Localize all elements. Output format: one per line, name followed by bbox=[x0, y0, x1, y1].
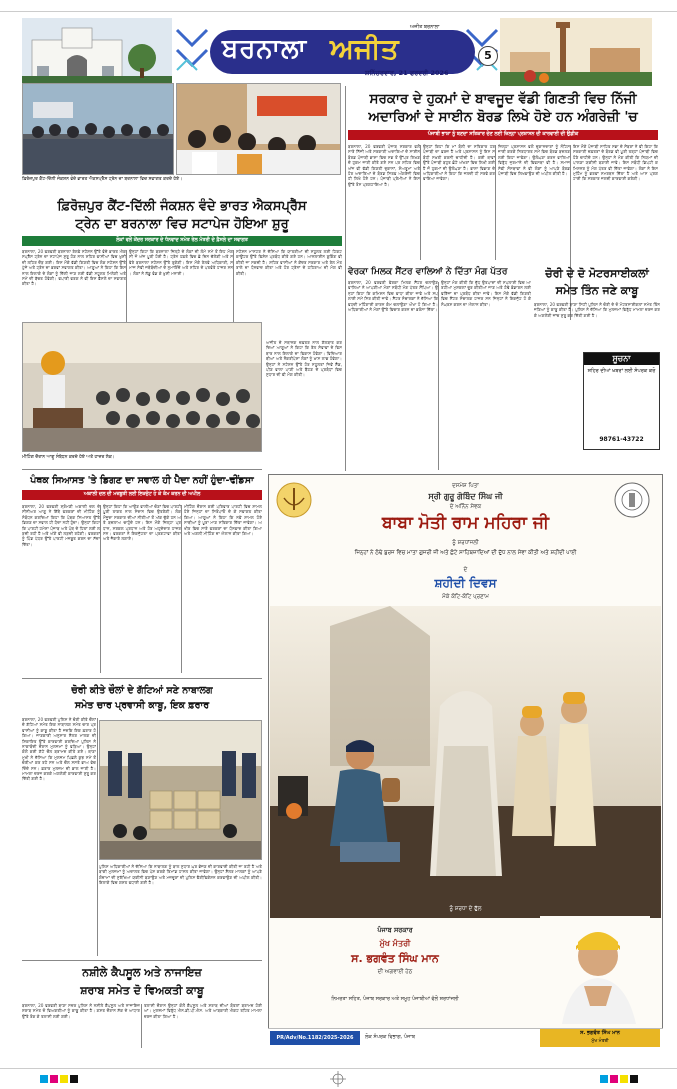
ad-line-sevadar: ਦੇ ਅਨਿੰਨ ਸੇਵਕ bbox=[449, 504, 482, 510]
bikes-headline-2: ਸਮੇਤ ਤਿੰਨ ਜਣੇ ਕਾਬੂ bbox=[555, 284, 639, 297]
signboards-strap: ਪੰਜਾਬੀ ਭਾਸ਼ਾ ਨੂੰ ਬਣਦਾ ਸਤਿਕਾਰ ਦੇਣ ਲਈ ਜ਼ਿਲ੍ਹਾ ਪ੍ਰਸ਼ਾਸਨ ਦੀ ਕਾਰਵਾਈ ਦੀ ਉਡੀਕ bbox=[348, 130, 658, 140]
meeting-body-col-2: ਉਨ੍ਹਾਂ ਕਿਹਾ ਕਿ ਆਉਣ ਵਾਲੀਆਂ ਚੋਣਾਂ ਵਿਚ ਪਾਰਟੀ ਪੂਰੀ ਤਾਕਤ ਨਾਲ ਮੈਦਾਨ ਵਿਚ ਉਤਰੇਗੀ। ਲੋਕ ਮੌਜੂਦਾ ਸਰਕਾਰ ਦੀਆਂ ਨੀਤੀਆਂ ਤੋਂ ਅੱਕ ਚੁੱਕੇ ਹਨ ਅਤੇ ਬਦਲਾਅ ਚਾਹੁੰਦੇ ਹਨ। ਇਸ ਮੌਕੇ ਜ਼ਿਲ੍ਹਾ ਪ੍ਰਧਾਨ, ਸਰਕਲ ਪ੍ਰਧਾਨ ਅਤੇ ਹੋਰ ਅਹੁਦੇਦਾਰ ਹਾਜ਼ਰ ਸਨ। ਵਰਕਰਾਂ ਨੇ ਇਕਜੁੱਟਤਾ ਦਾ ਪ੍ਰਗਟਾਵਾ ਕੀਤਾ ਅਤੇ ਜੈਕਾਰੇ ਲਗਾਏ। bbox=[103, 504, 181, 542]
meeting-body-col-3: ਮੀਟਿੰਗ ਦੌਰਾਨ ਕਈ ਪਰਿਵਾਰ ਪਾਰਟੀ ਵਿਚ ਸ਼ਾਮਲ ਹੋਏ ਜਿਨ੍ਹਾਂ ਦਾ ਸਿਰੋਪਾਓ ਦੇ ਕੇ ਸਵਾਗਤ ਕੀਤਾ ਗਿਆ। ਆਗੂਆਂ ਨੇ ਕਿਹਾ ਕਿ ਨਵੇਂ ਸ਼ਾਮਲ ਹੋਏ ਸਾਥੀਆਂ ਨੂੰ ਪੂਰਾ ਮਾਣ ਸਤਿਕਾਰ ਦਿੱਤਾ ਜਾਵੇਗਾ। ਅਖੀਰ ਵਿਚ ਸਾਰੇ ਵਰਕਰਾਂ ਦਾ ਧੰਨਵਾਦ ਕੀਤਾ ਗਿਆ ਅਤੇ ਅਗਲੀ ਮੀਟਿੰਗ ਦਾ ਐਲਾਨ ਕੀਤਾ ਗਿਆ। bbox=[184, 504, 262, 537]
meeting-body-col-1: ਬਰਨਾਲਾ, 20 ਫਰਵਰੀ ਸ਼੍ਰੋਮਣੀ ਅਕਾਲੀ ਦਲ ਦੇ ਸੀਨੀਅਰ ਆਗੂ ਨੇ ਇੱਥੇ ਵਰਕਰਾਂ ਦੀ ਮੀਟਿੰਗ ਨੂੰ ਸੰਬੋਧਨ ਕਰਦਿਆਂ ਕਿਹਾ ਕਿ ਪੰਥਕ ਸਿਆਸਤ ਉੱਤੇ ਡਿਗਣ ਦਾ ਸਵਾਲ ਹੀ ਪੈਦਾ ਨਹੀਂ ਹੁੰਦਾ। ਉਨ੍ਹਾਂ ਕਿਹਾ ਕਿ ਪਾਰਟੀ ਹਮੇਸ਼ਾ ਪੰਜਾਬ ਅਤੇ ਪੰਥ ਦੇ ਹਿਤਾਂ ਲਈ ਲੜਦੀ ਰਹੀ ਹੈ ਅਤੇ ਅੱਗੇ ਵੀ ਲੜਦੀ ਰਹੇਗੀ। ਵਰਕਰਾਂ ਨੂੰ ਪਿੰਡ ਪੱਧਰ ਉੱਤੇ ਪਾਰਟੀ ਮਜ਼ਬੂਤ ਕਰਨ ਦਾ ਸੱਦਾ ਦਿੱਤਾ। bbox=[22, 504, 100, 547]
photo-meeting bbox=[22, 322, 262, 452]
photo-train-crowd bbox=[22, 83, 174, 175]
vande-bharat-body-col-1: ਬਰਨਾਲਾ, 20 ਫਰਵਰੀ ਬਰਨਾਲਾ ਰੇਲਵੇ ਸਟੇਸ਼ਨ ਉੱਤੇ ਵੰਦੇ ਭਾਰਤ ਐਕਸਪ੍ਰੈੱਸ ਟ੍ਰੇਨ ਦਾ ਸਟਾਪੇਜ ਸ਼ੁਰੂ ਹੋਣ ਨਾਲ ਸ਼ਹਿਰ ਵਾਸੀਆਂ ਵਿਚ ਖ਼ੁਸ਼ੀ ਦੀ ਲਹਿਰ ਦੌੜ ਗਈ। ਇਸ ਮੌਕੇ ਵੱਡੀ ਗਿਣਤੀ ਵਿਚ ਲੋਕ ਸਟੇਸ਼ਨ ਉੱਤੇ ਪੁੱਜੇ ਅਤੇ ਟ੍ਰੇਨ ਦਾ ਭਰਵਾਂ ਸਵਾਗਤ ਕੀਤਾ। ਆਗੂਆਂ ਨੇ ਕਿਹਾ ਕਿ ਇਸ ਨਾਲ ਇਲਾਕੇ ਦੇ ਲੋਕਾਂ ਨੂੰ ਦਿੱਲੀ ਜਾਣ ਲਈ ਵੱਡੀ ਸਹੂਲਤ ਮਿਲੇਗੀ ਅਤੇ ਸਮੇਂ ਦੀ ਬੱਚਤ ਹੋਵੇਗੀ। ਵਪਾਰੀ ਵਰਗ ਨੇ ਵੀ ਇਸ ਫ਼ੈਸਲੇ ਦਾ ਸਵਾਗਤ ਕੀਤਾ ਹੈ। bbox=[22, 249, 126, 287]
ad-photo-title: ਮੁੱਖ ਮੰਤਰੀ bbox=[591, 1039, 609, 1044]
print-top-margin bbox=[0, 0, 677, 12]
bikes-body: ਬਰਨਾਲਾ, 20 ਫਰਵਰੀ ਥਾਣਾ ਸਿਟੀ ਪੁਲਿਸ ਨੇ ਚੋਰੀ ਦੇ ਦੋ ਮੋਟਰਸਾਈਕਲਾਂ ਸਮੇਤ ਤਿੰਨ ਜਣਿਆਂ ਨੂੰ ਕਾਬੂ ਕੀਤਾ ਹੈ। ਪੁਲਿਸ ਨੇ ਦੱਸਿਆ ਕਿ ਮੁਲਜ਼ਮਾਂ ਵਿਰੁੱਧ ਮਾਮਲਾ ਦਰਜ ਕਰਕੇ ਅਗਲੇਰੀ ਜਾਂਚ ਸ਼ੁਰੂ ਕਰ ਦਿੱਤੀ ਗਈ ਹੈ। bbox=[534, 302, 660, 318]
meeting-headline: ਪੰਥਕ ਸਿਆਸਤ 'ਤੇ ਡਿਗਣ ਦਾ ਸਵਾਲ ਹੀ ਪੈਦਾ ਨਹੀਂ ਹੁੰਦਾ-ਢੀਂਡਸਾ bbox=[30, 475, 254, 486]
meeting-strap: ਅਕਾਲੀ ਦਲ ਦੀ ਮਜ਼ਬੂਤੀ ਲਈ ਇਕਜੁੱਟ ਹੋ ਕੇ ਕੰਮ ਕਰਨ ਦੀ ਅਪੀਲ bbox=[22, 490, 262, 500]
ad-painting-mata-gujri-sahibzade bbox=[270, 606, 661, 918]
vande-bharat-body-col-3: ਸਟੇਸ਼ਨ ਮਾਸਟਰ ਨੇ ਦੱਸਿਆ ਕਿ ਯਾਤਰੀਆਂ ਦੀ ਸਹੂਲਤ ਲਈ ਟਿਕਟ ਕਾਊਂਟਰ ਉੱਤੇ ਵਿਸ਼ੇਸ਼ ਪ੍ਰਬੰਧ ਕੀਤੇ ਗਏ ਹਨ। ਆਨਲਾਈਨ ਬੁਕਿੰਗ ਵੀ ਕੀਤੀ ਜਾ ਸਕਦੀ ਹੈ। ਸ਼ਹਿਰ ਵਾਸੀਆਂ ਨੇ ਕੇਂਦਰ ਸਰਕਾਰ ਅਤੇ ਰੇਲ ਮੰਤਰਾਲੇ ਦਾ ਧੰਨਵਾਦ ਕੀਤਾ ਅਤੇ ਹੋਰ ਟ੍ਰੇਨਾਂ ਦੇ ਠਹਿਰਾਅ ਦੀ ਮੰਗ ਵੀ ਕੀਤੀ। bbox=[236, 249, 342, 276]
ad-description: ਜਿਨ੍ਹਾਂ ਨੇ ਠੰਢੇ ਬੁਰਜ ਵਿਚ ਮਾਤਾ ਗੁਜਰੀ ਜੀ ਅਤੇ ਛੋਟੇ ਸਾਹਿਬਜ਼ਾਦਿਆਂ ਦੀ ਦੁੱਧ ਨਾਲ ਸੇਵਾ ਕੀਤੀ ਅਤੇ ਸ਼ਹੀਦੀ ਪਾਈ bbox=[354, 550, 577, 556]
vande-bharat-headline-2: ਟ੍ਰੇਨ ਦਾ ਬਰਨਾਲਾ ਵਿਚ ਸਟਾਪੇਜ ਹੋਇਆ ਸ਼ੁਰੂ bbox=[75, 217, 289, 232]
ad-image-caption: ਨੂੰ ਸ਼ਰਧਾ ਦੇ ਫੁੱਲ bbox=[449, 906, 482, 912]
page-number: 5 bbox=[478, 46, 498, 66]
vande-bharat-body-col-4: ਅਜੀਤ ਦੇ ਸਥਾਨਕ ਦਫ਼ਤਰ ਨਾਲ ਗੱਲਬਾਤ ਕਰਦਿਆਂ ਆਗੂਆਂ ਨੇ ਕਿਹਾ ਕਿ ਰੇਲ ਸੇਵਾਵਾਂ ਦੇ ਵਿਸਥਾਰ ਨਾਲ ਇਲਾਕੇ ਦਾ ਵਿਕਾਸ ਹੋਵੇਗਾ। ਵਿਦਿਆਰਥੀਆਂ ਅਤੇ ਨੌਕਰੀਪੇਸ਼ਾ ਲੋਕਾਂ ਨੂੰ ਖ਼ਾਸ ਲਾਭ ਹੋਵੇਗਾ। ਉਨ੍ਹਾਂ ਨੇ ਸਟੇਸ਼ਨ ਉੱਤੇ ਹੋਰ ਸਹੂਲਤਾਂ ਜਿਵੇਂ ਸ਼ੈੱਡ, ਪੀਣ ਵਾਲਾ ਪਾਣੀ ਅਤੇ ਬੈਠਣ ਦੇ ਪ੍ਰਬੰਧਾਂ ਵਿਚ ਸੁਧਾਰ ਦੀ ਵੀ ਮੰਗ ਕੀਤੀ। bbox=[266, 340, 342, 378]
signboards-body-col-1: ਬਰਨਾਲਾ, 20 ਫਰਵਰੀ ਪੰਜਾਬ ਸਰਕਾਰ ਵਲੋਂ ਸਾਰੇ ਨਿੱਜੀ ਅਤੇ ਸਰਕਾਰੀ ਅਦਾਰਿਆਂ ਦੇ ਸਾਈਨ ਬੋਰਡ ਪੰਜਾਬੀ ਭਾਸ਼ਾ ਵਿਚ ਸਭ ਤੋਂ ਉੱਪਰ ਲਿਖਣ ਦੇ ਹੁਕਮ ਜਾਰੀ ਕੀਤੇ ਗਏ ਸਨ ਪਰ ਸ਼ਹਿਰ ਵਿਚ ਅੱਜ ਵੀ ਵੱਡੀ ਗਿਣਤੀ ਦੁਕਾਨਾਂ, ਸ਼ੋਅਰੂਮਾਂ ਅਤੇ ਹੋਰ ਅਦਾਰਿਆਂ ਦੇ ਬੋਰਡ ਸਿਰਫ਼ ਅੰਗਰੇਜ਼ੀ ਵਿਚ ਹੀ ਲਿਖੇ ਹੋਏ ਹਨ। ਪੰਜਾਬੀ ਪ੍ਰੇਮੀਆਂ ਨੇ ਇਸ ਉੱਤੇ ਰੋਸ ਪ੍ਰਗਟਾਇਆ ਹੈ। bbox=[348, 144, 420, 187]
bikes-headline-1: ਚੋਰੀ ਦੇ ਦੋ ਮੋਟਰਸਾਈਕਲਾਂ bbox=[545, 267, 649, 280]
rice-body-col-1: ਬਰਨਾਲਾ, 20 ਫਰਵਰੀ ਪੁਲਿਸ ਨੇ ਚੋਰੀ ਕੀਤੇ ਚੌਲਾਂ ਦੇ ਗੱਟਿਆਂ ਸਮੇਤ ਇਕ ਨਾਬਾਲਗ ਸਮੇਤ ਚਾਰ ਪ੍ਰਵਾਸੀਆਂ ਨੂੰ ਕਾਬੂ ਕੀਤਾ ਹੈ ਜਦਕਿ ਇਕ ਫ਼ਰਾਰ ਹੋ ਗਿਆ। ਜਾਣਕਾਰੀ ਅਨੁਸਾਰ ਸ਼ੈਲਰ ਮਾਲਕ ਦੀ ਸ਼ਿਕਾਇਤ ਉੱਤੇ ਕਾਰਵਾਈ ਕਰਦਿਆਂ ਪੁਲਿਸ ਨੇ ਨਾਕਾਬੰਦੀ ਦੌਰਾਨ ਮੁਲਜ਼ਮਾਂ ਨੂੰ ਫੜਿਆ। ਉਨ੍ਹਾਂ ਕੋਲੋਂ ਕਈ ਗੱਟੇ ਚੌਲ ਬਰਾਮਦ ਕੀਤੇ ਗਏ। ਥਾਣਾ ਮੁਖੀ ਨੇ ਦੱਸਿਆ ਕਿ ਮੁਲਜ਼ਮ ਪਿਛਲੇ ਕੁਝ ਸਮੇਂ ਤੋਂ ਚੋਰੀਆਂ ਕਰ ਰਹੇ ਸਨ ਅਤੇ ਚੌਲ ਸਸਤੇ ਭਾਅ ਵੇਚ ਦਿੰਦੇ ਸਨ। ਫ਼ਰਾਰ ਮੁਲਜ਼ਮ ਦੀ ਭਾਲ ਜਾਰੀ ਹੈ। ਮਾਮਲਾ ਦਰਜ ਕਰਕੇ ਅਗਲੇਰੀ ਕਾਰਵਾਈ ਸ਼ੁਰੂ ਕਰ ਦਿੱਤੀ ਗਈ ਹੈ। bbox=[22, 717, 96, 782]
verka-body-col-1: ਬਰਨਾਲਾ, 20 ਫਰਵਰੀ ਵੇਰਕਾ ਮਿਲਕ ਸੈਂਟਰ ਚਲਾਉਣ ਵਾਲਿਆਂ ਨੇ ਆਪਣੀਆਂ ਮੰਗਾਂ ਸਬੰਧੀ ਮੰਗ ਪੱਤਰ ਸੌਂਪਿਆ। ਉਨ੍ਹਾਂ ਕਿਹਾ ਕਿ ਕਮਿਸ਼ਨ ਵਿਚ ਵਾਧਾ ਕੀਤਾ ਜਾਵੇ ਅਤੇ ਸਪਲਾਈ ਸਮੇਂ ਸਿਰ ਕੀਤੀ ਜਾਵੇ। ਸੈਂਟਰ ਸੰਚਾਲਕਾਂ ਨੇ ਦੱਸਿਆ ਕਿ ਵਧਦੀ ਮਹਿੰਗਾਈ ਕਾਰਨ ਕੰਮ ਚਲਾਉਣਾ ਔਖਾ ਹੋ ਗਿਆ ਹੈ। ਅਧਿਕਾਰੀਆਂ ਨੇ ਮੰਗਾਂ ਉੱਤੇ ਵਿਚਾਰ ਕਰਨ ਦਾ ਭਰੋਸਾ ਦਿੱਤਾ। bbox=[348, 280, 438, 313]
notice-box bbox=[583, 352, 660, 450]
rice-headline-2: ਸਮੇਤ ਚਾਰ ਪ੍ਰਵਾਸੀ ਕਾਬੂ, ਇਕ ਫ਼ਰਾਰ bbox=[74, 700, 210, 711]
meeting-photo-caption: ਮੀਟਿੰਗ ਦੌਰਾਨ ਆਗੂ ਸੰਬੋਧਨ ਕਰਦੇ ਹੋਏ ਅਤੇ ਹਾਜ਼ਰ ਲੋਕ। bbox=[22, 455, 115, 460]
masthead-gate-illustration bbox=[22, 18, 172, 86]
photo-train-welcome bbox=[176, 83, 341, 175]
rice-body-col-2: ਪੁਲਿਸ ਅਧਿਕਾਰੀਆਂ ਨੇ ਦੱਸਿਆ ਕਿ ਨਾਬਾਲਗ ਨੂੰ ਬਾਲ ਸੁਧਾਰ ਘਰ ਭੇਜਣ ਦੀ ਕਾਰਵਾਈ ਕੀਤੀ ਜਾ ਰਹੀ ਹੈ ਅਤੇ ਬਾਕੀ ਮੁਲਜ਼ਮਾਂ ਨੂੰ ਅਦਾਲਤ ਵਿਚ ਪੇਸ਼ ਕਰਕੇ ਰਿਮਾਂਡ ਹਾਸਲ ਕੀਤਾ ਜਾਵੇਗਾ। ਉਨ੍ਹਾਂ ਸ਼ੈਲਰ ਮਾਲਕਾਂ ਨੂੰ ਆਪਣੇ ਗੋਦਾਮਾਂ ਦੀ ਸੁਰੱਖਿਆ ਯਕੀਨੀ ਬਣਾਉਣ ਅਤੇ ਮਜ਼ਦੂਰਾਂ ਦੀ ਪੁਲਿਸ ਵੈਰੀਫਿਕੇਸ਼ਨ ਕਰਵਾਉਣ ਦੀ ਅਪੀਲ ਕੀਤੀ। ਇਲਾਕੇ ਵਿਚ ਗਸ਼ਤ ਵਧਾਈ ਗਈ ਹੈ। bbox=[99, 864, 262, 886]
verka-body-col-2: ਉਨ੍ਹਾਂ ਮੰਗ ਕੀਤੀ ਕਿ ਦੁੱਧ ਉਤਪਾਦਾਂ ਦੀ ਸਪਲਾਈ ਵਿਚ ਆ ਰਹੀਆਂ ਮੁਸ਼ਕਲਾਂ ਦੂਰ ਕੀਤੀਆਂ ਜਾਣ ਅਤੇ ਠੰਢੇ ਭੰਡਾਰਨ ਲਈ ਫਰਿੱਜਾਂ ਦਾ ਪ੍ਰਬੰਧ ਕੀਤਾ ਜਾਵੇ। ਇਸ ਮੌਕੇ ਵੱਡੀ ਗਿਣਤੀ ਵਿਚ ਸੈਂਟਰ ਸੰਚਾਲਕ ਹਾਜ਼ਰ ਸਨ ਜਿਨ੍ਹਾਂ ਨੇ ਇਕਜੁੱਟ ਹੋ ਕੇ ਸੰਘਰਸ਼ ਕਰਨ ਦਾ ਐਲਾਨ ਕੀਤਾ। bbox=[441, 280, 531, 307]
liquor-headline-2: ਸ਼ਰਾਬ ਸਮੇਤ ਦੋ ਵਿਅਕਤੀ ਕਾਬੂ bbox=[80, 984, 204, 997]
ad-govt-label: ਪੰਜਾਬ ਸਰਕਾਰ bbox=[377, 926, 413, 934]
photo-police-rice-recovery bbox=[99, 720, 262, 860]
liquor-body-col-2: ਤਲਾਸ਼ੀ ਦੌਰਾਨ ਉਨ੍ਹਾਂ ਕੋਲੋਂ ਕੈਪਸੂਲ ਅਤੇ ਸ਼ਰਾਬ ਦੀਆਂ ਬੋਤਲਾਂ ਬਰਾਮਦ ਹੋਈਆਂ। ਮੁਲਜ਼ਮਾਂ ਵਿਰੁੱਧ ਐਨ.ਡੀ.ਪੀ.ਐਸ. ਅਤੇ ਆਬਕਾਰੀ ਐਕਟ ਤਹਿਤ ਮਾਮਲਾ ਦਰਜ ਕੀਤਾ ਗਿਆ ਹੈ। bbox=[144, 1003, 262, 1019]
ad-footer-dept: ਲੋਕ ਸੰਪਰਕ ਵਿਭਾਗ, ਪੰਜਾਬ bbox=[365, 1034, 415, 1040]
vande-bharat-body-col-2: ਉਨ੍ਹਾਂ ਕਿਹਾ ਕਿ ਬਰਨਾਲਾ ਜ਼ਿਲ੍ਹੇ ਦੇ ਲੋਕਾਂ ਦੀ ਲੰਮੇ ਸਮੇਂ ਤੋਂ ਇਹ ਮੰਗ ਸੀ ਜੋ ਅੱਜ ਪੂਰੀ ਹੋਈ ਹੈ। ਟ੍ਰੇਨ ਹਫ਼ਤੇ ਵਿਚ ਛੇ ਦਿਨ ਚੱਲੇਗੀ ਅਤੇ ਸਵੇਰੇ ਬਰਨਾਲਾ ਸਟੇਸ਼ਨ ਉੱਤੇ ਰੁਕੇਗੀ। ਇਸ ਮੌਕੇ ਰੇਲਵੇ ਅਧਿਕਾਰੀ, ਸਮਾਜ ਸੇਵੀ ਜਥੇਬੰਦੀਆਂ ਦੇ ਨੁਮਾਇੰਦੇ ਅਤੇ ਸ਼ਹਿਰ ਦੇ ਪਤਵੰਤੇ ਹਾਜ਼ਰ ਸਨ। ਲੋਕਾਂ ਨੇ ਲੱਡੂ ਵੰਡ ਕੇ ਖ਼ੁਸ਼ੀ ਮਨਾਈ। bbox=[129, 249, 233, 276]
signboards-headline-2: ਅਦਾਰਿਆਂ ਦੇ ਸਾਈਨ ਬੋਰਡ ਲਿਖੇ ਹੋਏ ਹਨ ਅੰਗਰੇਜ਼ੀ 'ਚ bbox=[368, 109, 638, 125]
ad-cm-label: ਮੁੱਖ ਮੰਤਰੀ bbox=[379, 939, 411, 948]
ad-title: ਬਾਬਾ ਮੋਤੀ ਰਾਮ ਮਹਿਰਾ ਜੀ bbox=[381, 513, 550, 533]
ad-occasion-suffix: ਮੌਕੇ ਕੋਟਿ-ਕੋਟਿ ਪ੍ਰਣਾਮ bbox=[442, 594, 489, 600]
ad-line-top: ਦਸਮੇਸ਼ ਪਿਤਾ bbox=[452, 483, 479, 489]
ad-cm-portrait bbox=[540, 916, 650, 1024]
signboards-body-col-3: ਜ਼ਿਲ੍ਹਾ ਪ੍ਰਸ਼ਾਸਨ ਵਲੋਂ ਦੁਕਾਨਦਾਰਾਂ ਨੂੰ ਨੋਟਿਸ ਜਾਰੀ ਕਰਕੇ ਨਿਰਧਾਰਤ ਸਮੇਂ ਵਿਚ ਬੋਰਡ ਬਦਲਣ ਲਈ ਕਿਹਾ ਜਾਵੇਗਾ। ਉਲੰਘਣਾ ਕਰਨ ਵਾਲਿਆਂ ਵਿਰੁੱਧ ਜੁਰਮਾਨੇ ਦੀ ਵਿਵਸਥਾ ਵੀ ਹੈ। ਸਮਾਜ ਸੇਵੀ ਸੰਸਥਾਵਾਂ ਨੇ ਵੀ ਲੋਕਾਂ ਨੂੰ ਆਪਣੇ ਬੋਰਡ ਪੰਜਾਬੀ ਵਿਚ ਲਿਖਵਾਉਣ ਦੀ ਅਪੀਲ ਕੀਤੀ ਹੈ। bbox=[498, 144, 570, 177]
ad-occasion: ਸ਼ਹੀਦੀ ਦਿਵਸ bbox=[434, 576, 497, 590]
verka-headline: ਵੇਰਕਾ ਮਿਲਕ ਸੈਂਟਰ ਵਾਲਿਆਂ ਨੇ ਦਿੱਤਾ ਮੰਗ ਪੱਤਰ bbox=[348, 267, 508, 277]
ad-dedication-label: ਨੂੰ ਸ਼ਰਧਾਂਜਲੀ bbox=[452, 540, 479, 546]
notice-title: ਸੂਚਨਾ bbox=[584, 353, 659, 365]
ad-footer-code: PR/Adv/No.1182/2025-2026 bbox=[270, 1031, 360, 1045]
ad-cm-name: ਸ. ਭਗਵੰਤ ਸਿੰਘ ਮਾਨ bbox=[351, 952, 439, 965]
figure-mata-gujri bbox=[430, 691, 502, 876]
vande-bharat-headline-1: ਫ਼ਿਰੋਜ਼ਪੁਰ ਕੈਂਟ-ਦਿੱਲੀ ਜੰਕਸ਼ਨ ਵੰਦੇ ਭਾਰਤ ਐਕਸਪ੍ਰੈੱਸ bbox=[57, 199, 307, 214]
notice-body: ਸ਼ਹਿਰ ਦੀਆਂ ਖ਼ਬਰਾਂ ਲਈ ਸੰਪਰਕ ਕਰੋ bbox=[587, 368, 656, 374]
masthead-title-left: ਬਰਨਾਲਾ bbox=[222, 34, 308, 64]
signboards-body-col-4: ਇਸ ਮੌਕੇ ਪੰਜਾਬੀ ਸਾਹਿਤ ਸਭਾ ਦੇ ਮੈਂਬਰਾਂ ਨੇ ਵੀ ਕਿਹਾ ਕਿ ਸਰਕਾਰੀ ਦਫ਼ਤਰਾਂ ਦੇ ਬੋਰਡ ਵੀ ਪੂਰੀ ਤਰ੍ਹਾਂ ਪੰਜਾਬੀ ਵਿਚ ਹੋਣੇ ਚਾਹੀਦੇ ਹਨ। ਉਨ੍ਹਾਂ ਨੇ ਮੰਗ ਕੀਤੀ ਕਿ ਨਿਯਮਾਂ ਦੀ ਪਾਲਣਾ ਯਕੀਨੀ ਬਣਾਈ ਜਾਵੇ। ਇਸ ਸਬੰਧੀ ਡਿਪਟੀ ਕਮਿਸ਼ਨਰ ਨੂੰ ਮੰਗ ਪੱਤਰ ਵੀ ਦਿੱਤਾ ਜਾਵੇਗਾ। ਲੋਕਾਂ ਨੇ ਇਸ ਮੁਹਿੰਮ ਨੂੰ ਭਰਵਾਂ ਸਮਰਥਨ ਦਿੱਤਾ ਹੈ ਅਤੇ ਆਸ ਪ੍ਰਗਟਾਈ ਕਿ ਸਰਕਾਰ ਜਲਦੀ ਕਾਰਵਾਈ ਕਰੇਗੀ। bbox=[573, 144, 658, 182]
ad-line-guru: ਸ੍ਰੀ ਗੁਰੂ ਗੋਬਿੰਦ ਸਿੰਘ ਜੀ bbox=[428, 492, 503, 501]
liquor-body-col-1: ਬਰਨਾਲਾ, 20 ਫਰਵਰੀ ਥਾਣਾ ਸਦਰ ਪੁਲਿਸ ਨੇ ਨਸ਼ੀਲੇ ਕੈਪਸੂਲ ਅਤੇ ਨਾਜਾਇਜ਼ ਸ਼ਰਾਬ ਸਮੇਤ ਦੋ ਵਿਅਕਤੀਆਂ ਨੂੰ ਕਾਬੂ ਕੀਤਾ ਹੈ। ਗਸ਼ਤ ਦੌਰਾਨ ਸ਼ੱਕ ਦੇ ਆਧਾਰ ਉੱਤੇ ਰੋਕ ਕੇ ਤਲਾਸ਼ੀ ਲਈ ਗਈ। bbox=[22, 1003, 140, 1019]
masthead-pattern-left bbox=[175, 20, 210, 80]
ad-photo-name: ਸ. ਭਗਵੰਤ ਸਿੰਘ ਮਾਨ bbox=[580, 1030, 620, 1036]
ad-footer-text: ਨਿਮਰਤਾ ਸਹਿਤ, ਪੰਜਾਬ ਸਰਕਾਰ ਅਤੇ ਸਮੂਹ ਪੰਜਾਬੀਆਂ ਵੱਲੋਂ ਸ਼ਰਧਾਂਜਲੀ bbox=[331, 996, 459, 1002]
ad-occasion-prefix: ਦੇ bbox=[463, 567, 468, 573]
notice-phone: 98761-43722 bbox=[599, 436, 644, 443]
rice-headline-1: ਚੋਰੀ ਕੀਤੇ ਚੌਲਾਂ ਦੇ ਗੱਟਿਆਂ ਸਣੇ ਨਾਬਾਲਗ bbox=[71, 685, 213, 696]
masthead-date: ਸ਼ਨਿੱਚਰਵਾਰ, 21 ਫਰਵਰੀ 2026 bbox=[365, 69, 449, 77]
masthead-tagline: ਅਜੀਤ ਬਰਨਾਲਾ bbox=[410, 24, 440, 30]
liquor-headline-1: ਨਸ਼ੀਲੇ ਕੈਪਸੂਲ ਅਤੇ ਨਾਜਾਇਜ਼ bbox=[82, 966, 202, 979]
print-bottom-margin bbox=[0, 1068, 677, 1089]
ad-cm-sub: ਦੀ ਅਗਵਾਈ ਹੇਠ bbox=[377, 969, 413, 975]
masthead-skyline-illustration bbox=[500, 18, 652, 86]
signboards-body-col-2: ਉਨ੍ਹਾਂ ਕਿਹਾ ਕਿ ਮਾਂ ਬੋਲੀ ਦਾ ਸਤਿਕਾਰ ਹਰ ਪੰਜਾਬੀ ਦਾ ਫ਼ਰਜ਼ ਹੈ ਅਤੇ ਪ੍ਰਸ਼ਾਸਨ ਨੂੰ ਇਸ ਸਬੰਧੀ ਸਖ਼ਤੀ ਕਰਨੀ ਚਾਹੀਦੀ ਹੈ। ਕਈ ਥਾਵਾਂ ਉੱਤੇ ਪੰਜਾਬੀ ਬਹੁਤ ਛੋਟੇ ਅੱਖਰਾਂ ਵਿਚ ਲਿਖੀ ਗਈ ਹੈ ਜੋ ਹੁਕਮਾਂ ਦੀ ਉਲੰਘਣਾ ਹੈ। ਭਾਸ਼ਾ ਵਿਭਾਗ ਦੇ ਅਧਿਕਾਰੀਆਂ ਨੇ ਕਿਹਾ ਕਿ ਜਲਦੀ ਹੀ ਸਰਵੇ ਕਰਵਾਇਆ ਜਾਵੇਗਾ। bbox=[423, 144, 495, 182]
vande-bharat-photo-caption: ਫ਼ਿਰੋਜ਼ਪੁਰ ਕੈਂਟ-ਦਿੱਲੀ ਜੰਕਸ਼ਨ ਵੰਦੇ ਭਾਰਤ ਐਕਸਪ੍ਰੈੱਸ ਟ੍ਰੇਨ ਦਾ ਬਰਨਾਲਾ ਵਿਚ ਸਵਾਗਤ ਕਰਦੇ ਹੋਏ। bbox=[22, 177, 183, 182]
masthead-title-right: ਅਜੀਤ bbox=[330, 32, 399, 65]
vande-bharat-strap: ਲੋਕਾਂ ਵਲੋਂ ਕੇਂਦਰ ਸਰਕਾਰ ਦੇ ਧੰਨਵਾਦ ਸਮੇਤ ਰੇਲ ਮੰਤਰੀ ਦੇ ਫ਼ੈਸਲੇ ਦਾ ਸਵਾਗਤ bbox=[22, 236, 342, 246]
signboards-headline-1: ਸਰਕਾਰ ਦੇ ਹੁਕਮਾਂ ਦੇ ਬਾਵਜੂਦ ਵੱਡੀ ਗਿਣਤੀ ਵਿਚ ਨਿੱਜੀ bbox=[369, 91, 637, 107]
